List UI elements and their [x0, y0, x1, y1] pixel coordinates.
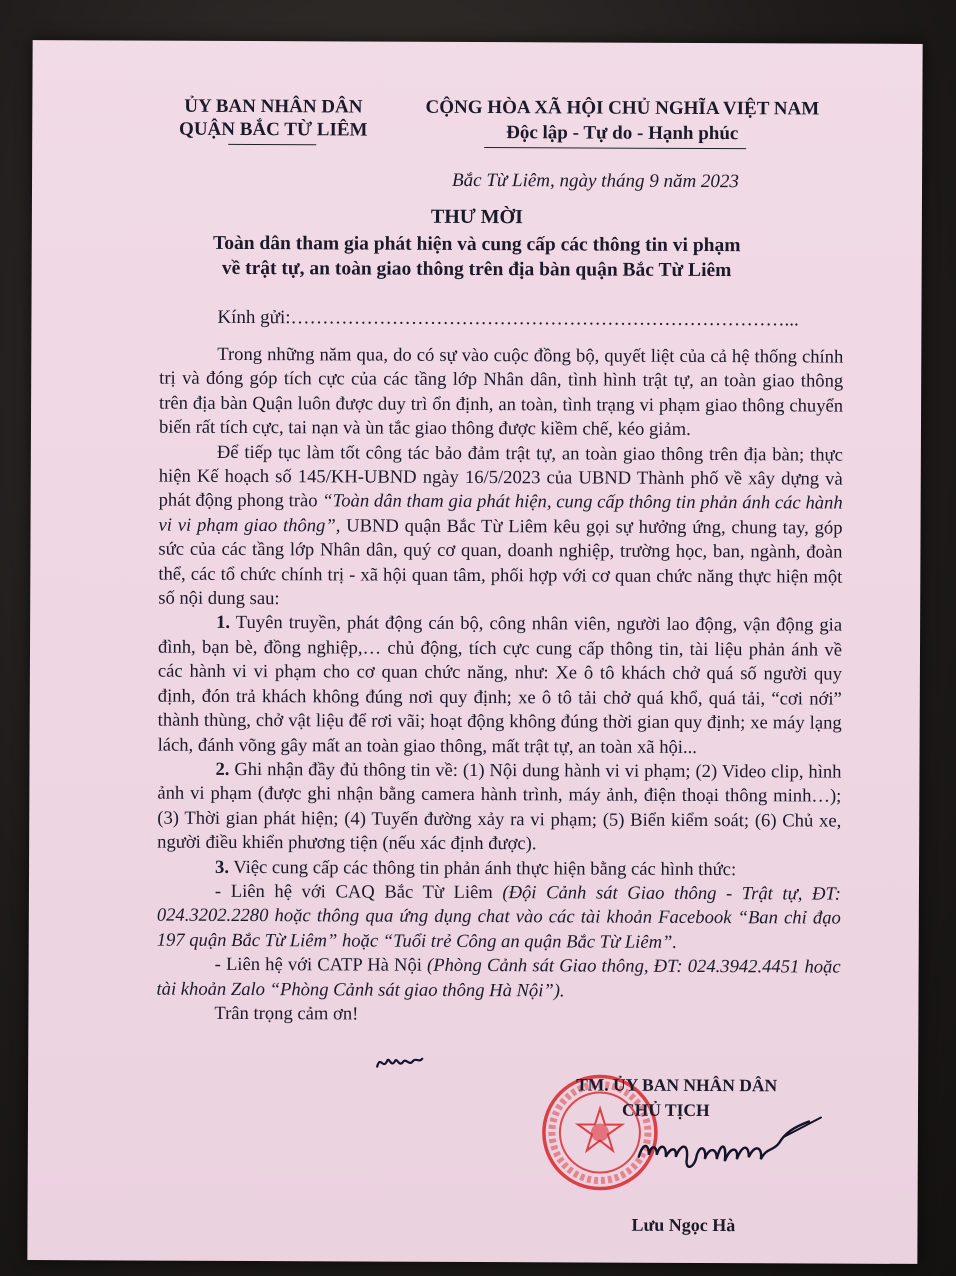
closing-line: Trân trọng cảm ơn! — [214, 1002, 359, 1025]
paragraph-intro: Trong những năm qua, do có sự vào cuộc đồng bộ, quyết liệt của cả hệ thống chính trị và đóng góp tích cực của các tầng lớp Nhân dân, tình hình trật tự, an toàn giao thông trên địa bàn Quận luôn được duy trì ổn định, an toàn, tình trạng vi phạm giao thông chuyển biến rất tích cực, tai nạn và ùn tắc giao thông được kiềm chế, kéo giảm. — [158, 343, 844, 441]
recipient-line: Kính gửi:……………………………………………………………………... — [217, 306, 799, 331]
national-title: CỘNG HÒA XÃ HỘI CHỦ NGHĨA VIỆT NAM — [425, 96, 820, 120]
signature-title: CHỦ TỊCH — [621, 1099, 710, 1121]
contact-text: - Liên hệ với CAQ Bắc Từ Liêm — [214, 880, 503, 904]
campaign-name: “Toàn dân tham gia phát hiện, cung cấp thông tin phản ánh các hành vi vi phạm giao thông” — [158, 490, 843, 537]
contact-details: (Đội Cảnh sát Giao thông - Trật tự, ĐT: 024.3202.2280 hoặc thông qua ứng dụng chat vào các tài khoản Facebook “Ban chỉ đạo 197 quận Bắc Từ Liêm” hoặc “Tuổi trẻ Công an quận Bắc Từ Liêm”. — [156, 882, 841, 953]
paragraph-text: , UBND quận Bắc Từ Liêm kêu gọi sự hưởng ứng, chung tay, góp sức của các tầng lớp Nhân dân, quý cơ quan, doanh nghiệp, trường học, ban, ngành, đoàn thể, các tổ chức chính trị - xã hội quan tâm, phối hợp với cơ quan chức năng thực hiện một số nội dung sau: — [158, 515, 843, 610]
paragraph-call-to-action — [158, 440, 843, 614]
contact-district-police — [157, 880, 841, 956]
contact-text: - Liên hệ với CATP Hà Nội — [214, 954, 428, 976]
national-motto: Độc lập - Tự do - Hạnh phúc — [506, 122, 739, 145]
list-number: 2. — [215, 758, 230, 780]
list-number: 3. — [215, 856, 230, 878]
document-title: THƯ MỜI — [430, 205, 523, 229]
signature-capacity: TM. ỦY BAN NHÂN DÂN — [576, 1074, 778, 1096]
letter-body — [156, 343, 843, 1029]
invitation-letter-sheet — [27, 40, 922, 1264]
org-name-line1: ỦY BAN NHÂN DÂN — [184, 95, 363, 118]
list-item-text: Việc cung cấp các thông tin phản ánh thực hiện bằng các hình thức: — [228, 856, 737, 880]
org-name-line2: QUẬN BẮC TỪ LIÊM — [179, 118, 368, 141]
list-item-2 — [157, 758, 841, 859]
document-subtitle-line1: Toàn dân tham gia phát hiện và cung cấp các thông tin vi phạm — [212, 232, 741, 257]
org-underline — [228, 144, 316, 145]
list-item-3 — [157, 855, 841, 882]
motto-underline — [484, 147, 746, 149]
contact-city-police — [156, 953, 840, 1005]
contact-details: (Phòng Cảnh sát Giao thông, ĐT: 024.3942.4451 hoặc tài khoản Zalo “Phòng Cảnh sát giao thông Hà Nội”). — [156, 954, 841, 1001]
list-item-text: Ghi nhận đầy đủ thông tin về: (1) Nội dung hành vi vi phạm; (2) Video clip, hình ảnh vi phạm (được ghi nhận bằng camera hành trình, máy ảnh, điện thoại thông minh…); (3) Thời gian phát hiện; (4) Tuyến đường xảy ra vi phạm; (5) Biển kiểm soát; (6) Chủ xe, người điều khiển phương tiện (nếu xác định được). — [157, 758, 842, 855]
signer-name: Lưu Ngọc Hà — [631, 1214, 736, 1236]
place-date: Bắc Từ Liêm, ngày tháng 9 năm 2023 — [452, 169, 740, 193]
handwritten-initial — [374, 1049, 424, 1075]
document-subtitle-line2: về trật tự, an toàn giao thông trên địa bàn quận Bắc Từ Liêm — [221, 257, 732, 282]
list-number: 1. — [216, 612, 231, 634]
paragraph-text: Để tiếp tục làm tốt công tác bảo đảm trật tự, an toàn giao thông trên địa bàn; thực hiện Kế hoạch số 145/KH-UBND ngày 16/5/2023 của UBND Thành phố về xây dựng và phát động phong trào — [158, 441, 843, 512]
list-item-text: Tuyên truyền, phát động cán bộ, công nhân viên, người lao động, vận động gia đình, bạn bè, đồng nghiệp,… chủ động, tích cực cung cấp thông tin, tài liệu phản ánh về các hành vi vi phạm cho cơ quan chức năng, như: Xe ô tô khách chở quá số người quy định, đón trả khách không đúng nơi quy định; xe ô tô tải chở quá khổ, quá tải, “cơi nới” thành thùng, chở vật liệu để rơi vãi; hoạt động không đúng thời gian quy định; xe máy lạng lách, đánh võng gây mất an toàn giao thông, mất trật tự, an toàn xã hội... — [157, 612, 843, 758]
handwritten-signature — [633, 1113, 823, 1184]
list-item-1 — [158, 611, 843, 760]
